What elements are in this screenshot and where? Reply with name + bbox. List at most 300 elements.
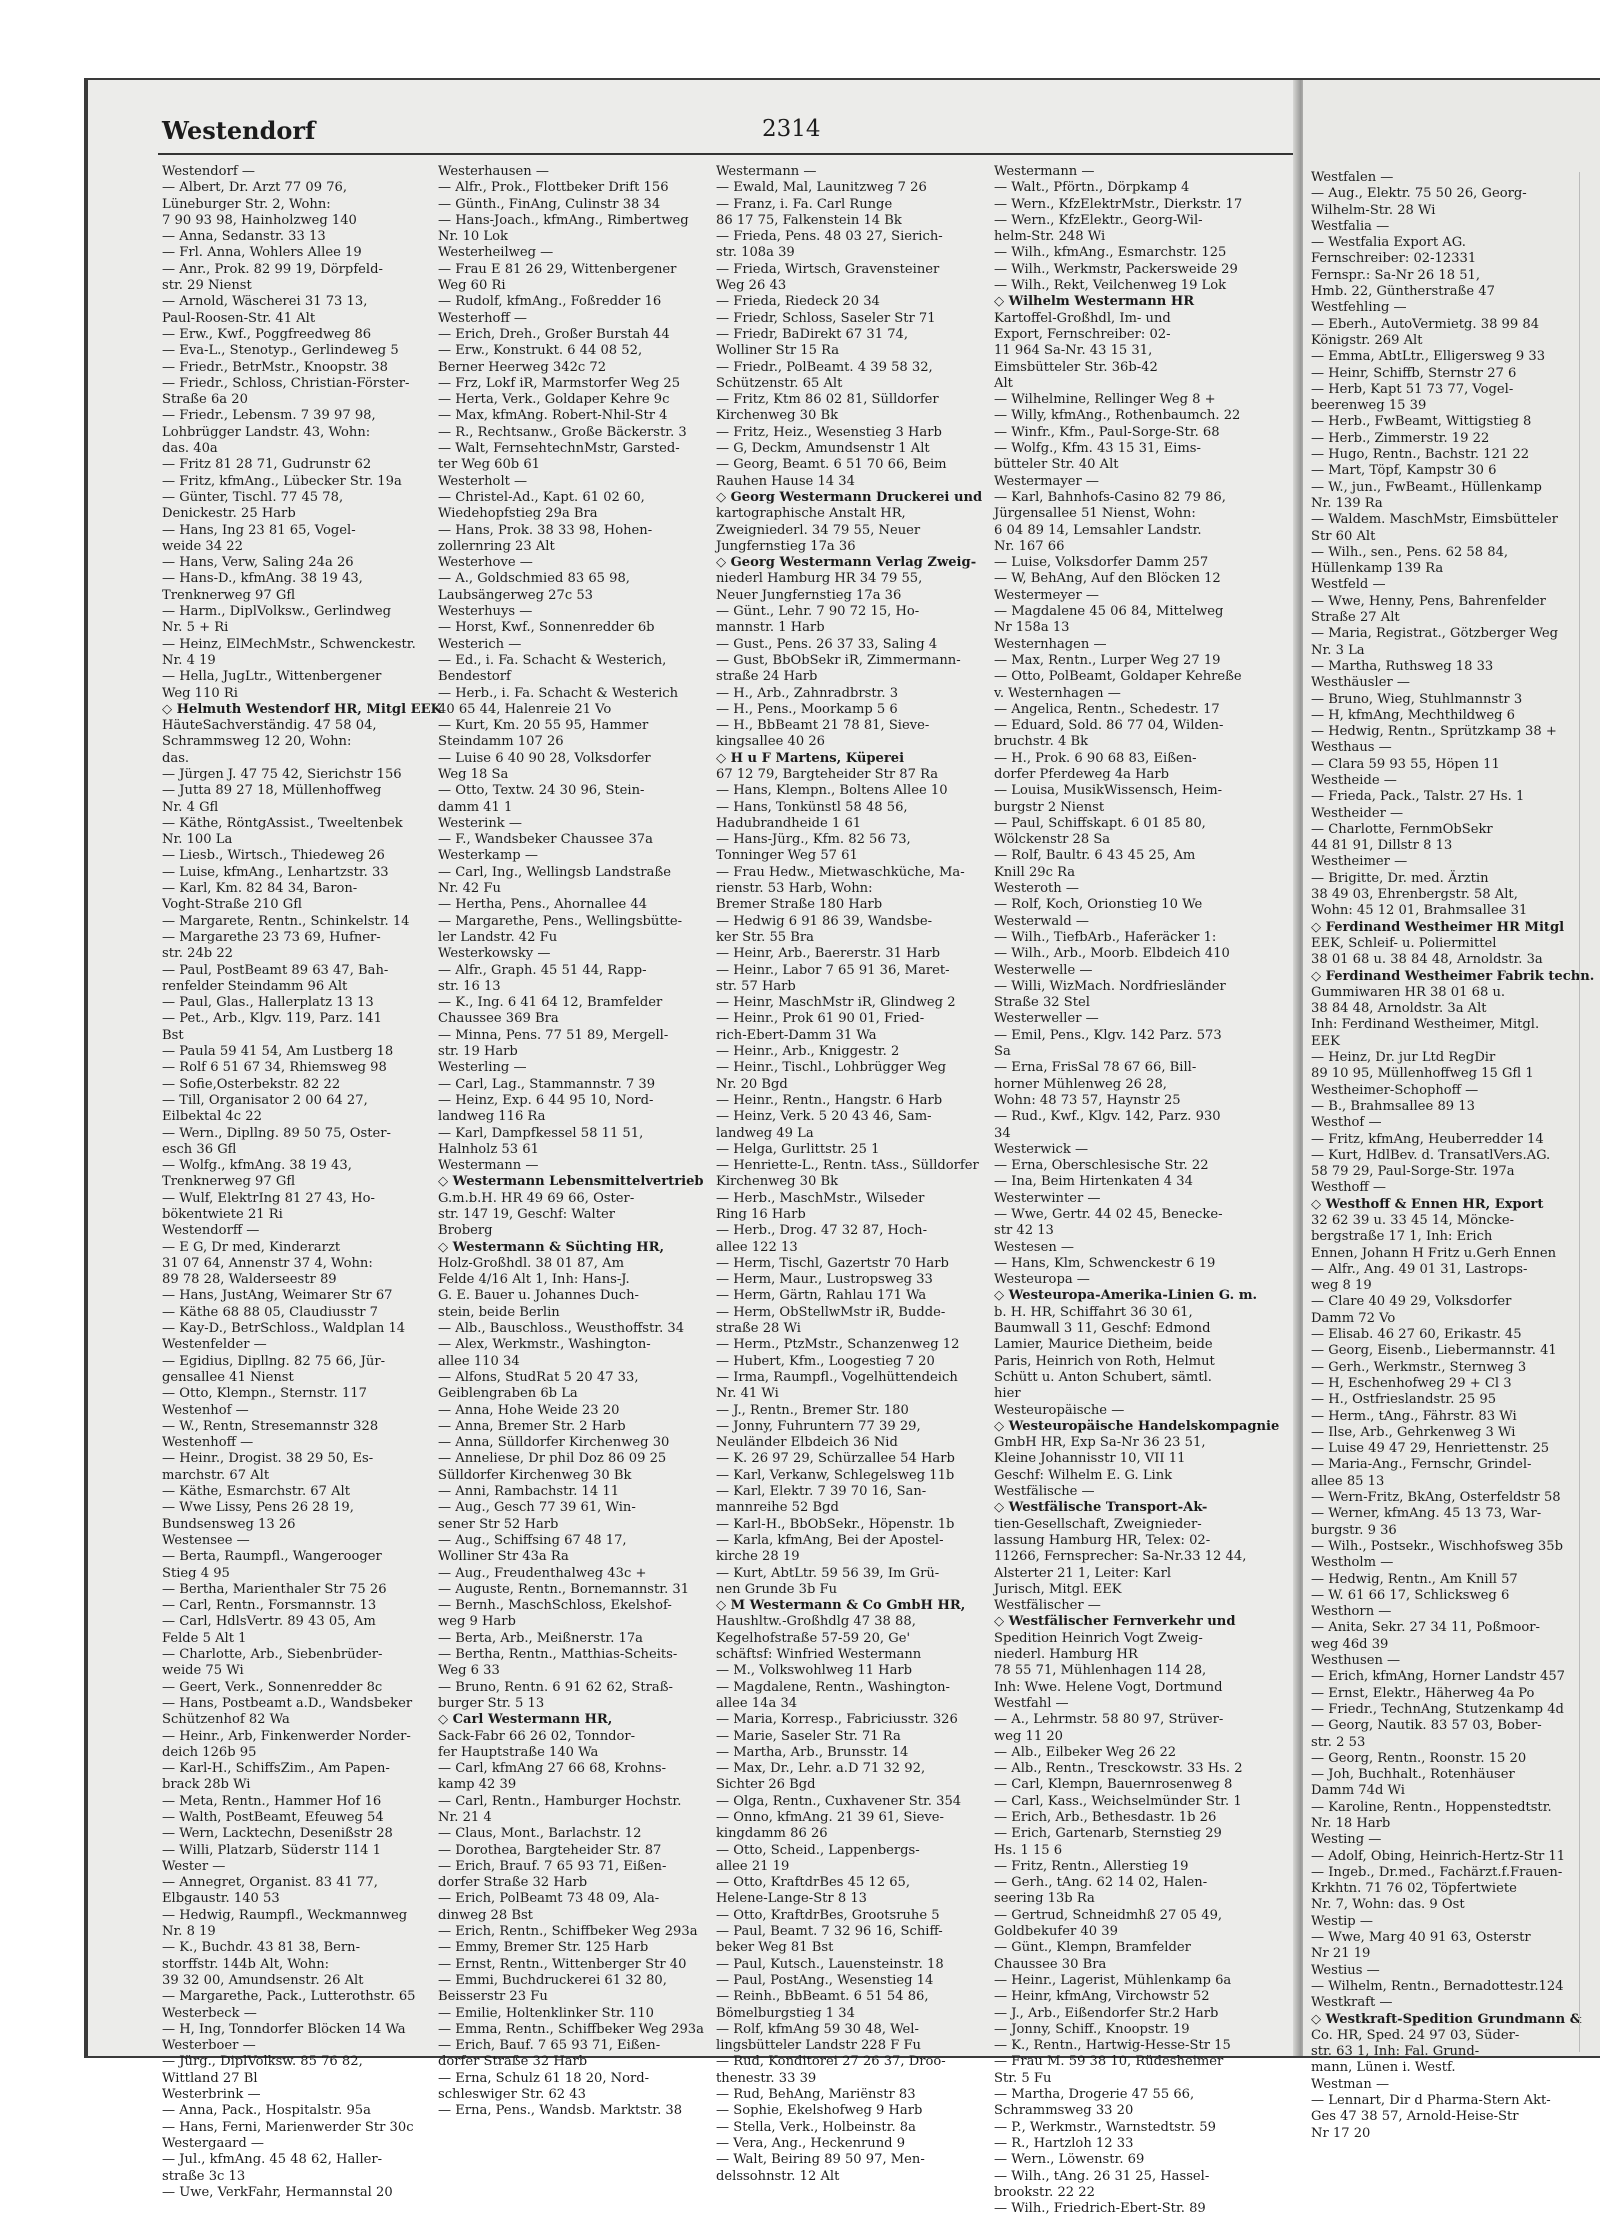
directory-line: — Uwe, VerkFahr, Hermannstal 20 (162, 2184, 393, 2200)
directory-line: landweg 116 Ra (438, 1109, 546, 1125)
directory-line: Westendorf — (162, 164, 255, 179)
directory-line: — Herb, Kapt 51 73 77, Vogel- (1311, 381, 1514, 397)
directory-line: — Ewald, Mal, Launitzweg 7 26 (716, 180, 927, 196)
directory-line: — M., Volkswohlweg 11 Harb (716, 1663, 913, 1679)
directory-line: — Bernh., MaschSchloss, Ekelshof- (438, 1598, 672, 1614)
directory-line: Westfalen — (1311, 170, 1394, 185)
directory-line: — Adolf, Obing, Heinrich-Hertz-Str 11 (1311, 1848, 1566, 1864)
directory-line: — Wern., Dipllng. 89 50 75, Oster- (162, 1125, 391, 1141)
directory-line: — Wilh., Friedrich-Ebert-Str. 89 (994, 2201, 1206, 2217)
directory-line: Spedition Heinrich Vogt Zweig- (994, 1630, 1203, 1646)
directory-line: — Albert, Dr. Arzt 77 09 76, (162, 180, 348, 196)
directory-line: — Hertha, Pens., Ahornallee 44 (438, 897, 648, 913)
directory-line: — Hedwig, Rentn., Am Knill 57 (1311, 1571, 1518, 1587)
directory-line: — Hans, Tonkünstl 58 48 56, (716, 799, 908, 815)
directory-line: Westenfelder — (162, 1337, 267, 1353)
directory-line: Nr. 167 66 (994, 538, 1065, 554)
directory-line: — Egidius, Dipllng. 82 75 66, Jür- (162, 1353, 386, 1369)
directory-line: — Anneliese, Dr phil Doz 86 09 25 (438, 1451, 667, 1467)
directory-line: — P., Werkmstr., Warnstedtstr. 59 (994, 2119, 1216, 2135)
header-rule (158, 153, 1293, 155)
directory-line: das. 40a (162, 441, 218, 457)
directory-line: — Hans-Joach., kfmAng., Rimbertweg (438, 212, 689, 228)
directory-line: — Fritz, kfmAng., Lübecker Str. 19a (162, 473, 402, 489)
directory-line: — Herm, Maur., Lustropsweg 33 (716, 1272, 933, 1288)
directory-line: Co. HR, Sped. 24 97 03, Süder- (1311, 2027, 1520, 2043)
directory-line: — Walth, PostBeamt, Efeuweg 54 (162, 1809, 384, 1825)
directory-line: — Fritz, Rentn., Allerstieg 19 (994, 1858, 1189, 1874)
directory-line: — Walt., Pförtn., Dörpkamp 4 (994, 180, 1190, 196)
directory-line: — Erich, Bauf. 7 65 93 71, Eißen- (438, 2038, 661, 2054)
directory-line: — Walt, Beiring 89 50 97, Men- (716, 2152, 925, 2168)
directory-line: Schützenhof 82 Wa (162, 1712, 290, 1728)
directory-line: — Paul, Kutsch., Lauensteinstr. 18 (716, 1956, 944, 1972)
right-page (1303, 80, 1600, 2141)
directory-line: — Käthe 68 88 05, Claudiusstr 7 (162, 1304, 378, 1320)
directory-column-1 (162, 164, 442, 2200)
directory-line: — Otto, PolBeamt, Goldaper Kehreße (994, 669, 1242, 685)
directory-line: v. Westernhagen — (994, 685, 1121, 701)
directory-line: Krkhtn. 71 76 02, Töpfertwiete (1311, 1881, 1517, 1897)
directory-line: — Friedr., Lebensm. 7 39 97 98, (162, 408, 376, 424)
directory-line: landweg 49 La (716, 1125, 814, 1141)
directory-line: — Emilie, Holtenklinker Str. 110 (438, 2005, 655, 2021)
directory-line: mannstr. 1 Harb (716, 620, 825, 636)
directory-line: Westermeyer — (994, 587, 1099, 603)
directory-line: — Wilh., TiefbArb., Haferäcker 1: (994, 929, 1217, 945)
directory-line: Steindamm 107 26 (438, 734, 564, 750)
directory-line: — Carl, HdlsVertr. 89 43 05, Am (162, 1614, 376, 1630)
directory-line: — Heinr, MaschMstr iR, Glindweg 2 (716, 995, 956, 1011)
directory-line: Westfehling — (1311, 300, 1407, 316)
directory-line: Wilhelm-Str. 28 Wi (1311, 202, 1436, 218)
directory-line: — Anna, Hohe Weide 23 20 (438, 1402, 620, 1418)
directory-line: dinweg 28 Bst (438, 1907, 533, 1923)
directory-line: Westesen — (994, 1239, 1075, 1255)
directory-line: — Paul, PostBeamt 89 63 47, Bah- (162, 962, 389, 978)
directory-line: — Otto, Textw. 24 30 96, Stein- (438, 783, 645, 799)
directory-line: — Harm., DiplVolksw., Gerlindweg (162, 604, 392, 620)
directory-line: — Heinr, Arb., Baererstr. 31 Harb (716, 946, 941, 962)
directory-line: Weg 110 Ri (162, 685, 238, 701)
directory-line: — Herm, Gärtn, Rahlau 171 Wa (716, 1288, 927, 1304)
directory-line: weg 46d 39 (1311, 1636, 1389, 1652)
directory-line: — Henriette-L., Rentn. tAss., Sülldorfer (716, 1158, 979, 1174)
directory-line: — Hedwig 6 91 86 39, Wandsbe- (716, 913, 933, 929)
directory-line: — Bertha, Rentn., Matthias-Scheits- (438, 1647, 678, 1663)
directory-line: — J., Arb., Eißendorfer Str.2 Harb (994, 2005, 1219, 2021)
directory-line: Westhusen — (1311, 1653, 1401, 1669)
directory-line: rienstr. 53 Harb, Wohn: (716, 881, 873, 897)
directory-line: weide 75 Wi (162, 1663, 244, 1679)
directory-line: — Carl, Ing., Wellingsb Landstraße (438, 864, 671, 880)
directory-line: — Rud., Kwf., Klgv. 142, Parz. 930 (994, 1109, 1221, 1125)
directory-line: — Frieda, Pack., Talstr. 27 Hs. 1 (1311, 789, 1525, 805)
directory-line: Weg 18 Sa (438, 766, 509, 782)
directory-line: 78 55 71, Mühlenhagen 114 28, (994, 1663, 1207, 1679)
directory-line: bruchstr. 4 Bk (994, 734, 1089, 750)
directory-line: — Wern., KfzElektr., Georg-Wil- (994, 212, 1203, 228)
directory-line: — Heinr., Tischl., Lohbrügger Weg (716, 1060, 946, 1076)
directory-line: — Ingeb., Dr.med., Fachärzt.f.Frauen- (1311, 1864, 1563, 1880)
directory-line: — Alex, Werkmstr., Washington- (438, 1337, 651, 1353)
directory-line: ter Weg 60b 61 (438, 457, 540, 473)
directory-line: Hadubrandheide 1 61 (716, 815, 862, 831)
directory-line: Hs. 1 15 6 (994, 1842, 1063, 1858)
directory-line: Westfeld — (1311, 577, 1386, 593)
directory-line: Westerich — (438, 636, 522, 652)
directory-line: Westhof — (1311, 1115, 1382, 1131)
directory-line: — Kay-D., BetrSchloss., Waldplan 14 (162, 1321, 406, 1337)
directory-line: — Ernst, Rentn., Wittenberger Str 40 (438, 1956, 687, 1972)
directory-line: Inh: Wwe. Helene Vogt, Dortmund (994, 1679, 1223, 1695)
directory-line: Westerwelle — (994, 962, 1093, 978)
directory-line: — Vera, Ang., Heckenrund 9 (716, 2135, 906, 2151)
directory-line: Bst (162, 1027, 184, 1043)
right-page-column (1311, 170, 1595, 2141)
directory-line: — Jonny, Schiff., Knoopstr. 19 (994, 2021, 1190, 2037)
directory-line: Wiedehopfstieg 29a Bra (438, 506, 598, 522)
directory-line: Kegelhofstraße 57-59 20, Ge' (716, 1630, 911, 1646)
directory-line: 40 65 44, Halenreie 21 Vo (438, 701, 612, 717)
directory-line: brookstr. 22 22 (994, 2184, 1095, 2200)
directory-line: — Aug., Elektr. 75 50 26, Georg- (1311, 186, 1527, 202)
directory-line: delssohnstr. 12 Alt (716, 2168, 840, 2184)
directory-line: Westerhoff — (438, 310, 528, 326)
directory-line: — W, BehAng, Auf den Blöcken 12 (994, 571, 1221, 587)
directory-line: — Carl, Lag., Stammannstr. 7 39 (438, 1076, 656, 1092)
directory-line: Paul-Roosen-Str. 41 Alt (162, 310, 316, 326)
directory-line: — Geert, Verk., Sonnenredder 8c (162, 1679, 383, 1695)
directory-line: — H., Arb., Zahnradbrstr. 3 (716, 685, 899, 701)
directory-line: dorfer Pferdeweg 4a Harb (994, 766, 1170, 782)
directory-line: bergstraße 17 1, Inh: Erich (1311, 1229, 1493, 1245)
directory-line: — Hans, Ferni, Marienwerder Str 30c (162, 2119, 414, 2135)
directory-line: — Herb., MaschMstr., Wilseder (716, 1190, 925, 1206)
directory-line: — Ina, Beim Hirtenkaten 4 34 (994, 1174, 1193, 1190)
directory-line: — Karl-H., SchiffsZim., Am Papen- (162, 1761, 390, 1777)
directory-line: — Rolf 6 51 67 34, Rhiemsweg 98 (162, 1060, 387, 1076)
directory-line: fer Hauptstraße 140 Wa (438, 1744, 599, 1760)
directory-line: Westenhof — (162, 1402, 249, 1418)
directory-line: — Charlotte, FernmObSekr (1311, 821, 1493, 837)
directory-line: Westhäusler — (1311, 675, 1410, 691)
directory-line: Damm 74d Wi (1311, 1783, 1405, 1799)
directory-line: — Otto, Klempn., Sternstr. 117 (162, 1386, 367, 1402)
directory-line: — Till, Organisator 2 00 64 27, (162, 1092, 368, 1108)
directory-line: helm-Str. 248 Wi (994, 229, 1106, 245)
directory-column-2 (438, 164, 706, 2119)
directory-line: Rauhen Hause 14 34 (716, 473, 855, 489)
directory-line: Eilbektal 4c 22 (162, 1109, 262, 1125)
directory-line: Schütt u. Anton Schubert, sämtl. (994, 1369, 1212, 1385)
directory-line: — Olga, Rentn., Cuxhavener Str. 354 (716, 1793, 962, 1809)
directory-line: — Minna, Pens. 77 51 89, Mergell- (438, 1027, 669, 1043)
directory-line: — Wwe, Marg 40 91 63, Osterstr (1311, 1930, 1531, 1946)
directory-line: Voght-Straße 210 Gfl (162, 897, 302, 913)
directory-line: Sichter 26 Bgd (716, 1777, 816, 1793)
directory-line: — Charlotte, Arb., Siebenbrüder- (162, 1647, 383, 1663)
directory-line: — Rolf, kfmAng 59 30 48, Wel- (716, 2021, 919, 2037)
directory-line: Westhorn — (1311, 1604, 1392, 1620)
directory-line: — Waldem. MaschMstr, Eimsbütteler (1311, 512, 1558, 528)
directory-line: — Paula 59 41 54, Am Lustberg 18 (162, 1044, 394, 1060)
directory-line: — Aug., Freudenthalweg 43c + (438, 1565, 647, 1581)
directory-line: Westensee — (162, 1532, 250, 1548)
directory-line: straße 28 Wi (716, 1321, 801, 1337)
directory-line: — Werner, kfmAng. 45 13 73, War- (1311, 1506, 1542, 1522)
directory-line: — Elisab. 46 27 60, Erikastr. 45 (1311, 1327, 1522, 1343)
directory-line: Wölckenstr 28 Sa (994, 832, 1111, 848)
directory-line: ◇ Georg Westermann Verlag Zweig- (716, 555, 977, 571)
directory-line: — Käthe, Esmarchstr. 67 Alt (162, 1484, 350, 1500)
directory-line: — Emmi, Buchdruckerei 61 32 80, (438, 1972, 667, 1988)
directory-line: Nr 21 19 (1311, 1946, 1371, 1962)
directory-line: — Erich, Brauf. 7 65 93 71, Eißen- (438, 1858, 667, 1874)
directory-line: Schrammsweg 12 20, Wohn: (162, 734, 352, 750)
directory-line: — Berta, Raumpfl., Wangerooger (162, 1549, 382, 1565)
directory-line: — Erich, Rentn., Schiffbeker Weg 293a (438, 1924, 698, 1940)
directory-line: Westholm — (1311, 1555, 1394, 1571)
directory-line: — Max, kfmAng. Robert-Nhil-Str 4 (438, 408, 668, 424)
directory-line: — Magdalene 45 06 84, Mittelweg (994, 604, 1224, 620)
directory-line: 44 81 91, Dillstr 8 13 (1311, 838, 1453, 854)
directory-line: — Carl, Rentn., Hamburger Hochstr. (438, 1793, 682, 1809)
directory-line: Bundsensweg 13 26 (162, 1516, 296, 1532)
directory-line: weide 34 22 (162, 538, 243, 554)
directory-line: Ges 47 38 57, Arnold-Heise-Str (1311, 2109, 1519, 2125)
directory-line: — Anna, Pack., Hospitalstr. 95a (162, 2103, 371, 2119)
directory-line: Westermann — (716, 164, 817, 179)
directory-line: — Heinz, ElMechMstr., Schwenckestr. (162, 636, 416, 652)
directory-line: ◇ Westhoff & Ennen HR, Export (1311, 1196, 1544, 1212)
directory-line: Wester — (162, 1858, 226, 1874)
directory-line: — Clare 40 49 29, Volksdorfer (1311, 1294, 1512, 1310)
directory-line: Westfalia — (1311, 218, 1390, 234)
directory-line: Nr. 8 19 (162, 1924, 216, 1940)
directory-line: — Maria-Ang., Fernschr, Grindel- (1311, 1457, 1532, 1473)
directory-line: — Kurt, Km. 20 55 95, Hammer (438, 718, 649, 734)
directory-line: — Willi, WizMach. Nordfriesländer (994, 978, 1226, 994)
directory-line: — Friedr, Schloss, Saseler Str 71 (716, 310, 936, 326)
directory-line: — W., jun., FwBeamt., Hüllenkamp (1311, 479, 1542, 495)
directory-line: marchstr. 67 Alt (162, 1467, 270, 1483)
directory-line: kingsallee 40 26 (716, 734, 825, 750)
directory-line: — H, kfmAng, Mechthildweg 6 (1311, 707, 1515, 723)
directory-line: — Liesb., Wirtsch., Thiedeweg 26 (162, 848, 385, 864)
directory-line: ◇ Westeuropäische Handelskompagnie (994, 1418, 1280, 1434)
directory-line: Goldbekufer 40 39 (994, 1924, 1118, 1940)
directory-line: beerenweg 15 39 (1311, 398, 1427, 414)
directory-line: Str 60 Alt (1311, 528, 1376, 544)
directory-line: bökentwiete 21 Ri (162, 1207, 283, 1222)
directory-line: — Rud, BehAng, Mariënstr 83 (716, 2087, 916, 2103)
directory-line: — Friedr., TechnAng, Stutzenkamp 4d (1311, 1701, 1564, 1717)
directory-line: Westergaard — (162, 2135, 265, 2151)
running-head: Westendorf (162, 116, 316, 145)
directory-line: Ennen, Johann H Fritz u.Gerh Ennen (1311, 1245, 1557, 1261)
directory-line: str. 63 1, Inh: Fal. Grund- (1311, 2044, 1480, 2060)
directory-line: 34 (994, 1125, 1011, 1141)
directory-line: — Fritz, Heiz., Wesenstieg 3 Harb (716, 424, 942, 440)
directory-line: Nr. 21 4 (438, 1809, 492, 1825)
page-header (162, 116, 1283, 150)
directory-line: G. E. Bauer u. Johannes Duch- (438, 1288, 639, 1304)
directory-line: — Paul, Beamt. 7 32 96 16, Schiff- (716, 1924, 943, 1940)
directory-line: dorfer Straße 32 Harb (438, 2054, 588, 2070)
directory-line: — Frau E 81 26 29, Wittenbergener (438, 261, 677, 277)
directory-line: Nr. 4 19 (162, 652, 216, 668)
directory-line: Ring 16 Harb (716, 1207, 806, 1222)
directory-line: — Luise 49 47 29, Henriettenstr. 25 (1311, 1441, 1550, 1457)
directory-line: Westius — (1311, 1962, 1380, 1978)
directory-line: — Helga, Gurlittstr. 25 1 (716, 1141, 880, 1157)
directory-line: Wittland 27 Bl (162, 2070, 258, 2086)
directory-line: Wohn: 48 73 57, Haynstr 25 (994, 1092, 1181, 1108)
directory-line: Lohbrügger Landstr. 43, Wohn: (162, 424, 371, 440)
directory-line: — Maria, Korresp., Fabriciusstr. 326 (716, 1712, 958, 1728)
directory-line: — Onno, kfmAng. 21 39 61, Sieve- (716, 1809, 944, 1825)
directory-line: Holz-Großhdl. 38 01 87, Am (438, 1255, 624, 1271)
directory-line: weg 8 19 (1311, 1278, 1372, 1294)
directory-line: ◇ M Westermann & Co GmbH HR, (716, 1598, 966, 1614)
directory-line: — K., Buchdr. 43 81 38, Bern- (162, 1940, 360, 1956)
directory-line: — Alfons, StudRat 5 20 47 33, (438, 1369, 639, 1385)
directory-line: — Luise 6 40 90 28, Volksdorfer (438, 750, 651, 766)
directory-line: — B., Brahmsallee 89 13 (1311, 1098, 1475, 1114)
directory-line: — Wilh., kfmAng., Esmarchstr. 125 (994, 245, 1227, 261)
directory-line: esch 36 Gfl (162, 1141, 237, 1157)
directory-line: 67 12 79, Bargteheider Str 87 Ra (716, 766, 939, 782)
directory-line: Damm 72 Vo (1311, 1310, 1396, 1326)
directory-line: — R., Rechtsanw., Große Bäckerstr. 3 (438, 424, 687, 440)
directory-line: — Herm, Tischl, Gazertstr 70 Harb (716, 1255, 949, 1271)
directory-line: — Hans, Klempn., Boltens Allee 10 (716, 783, 948, 799)
directory-line: allee 110 34 (438, 1353, 520, 1369)
directory-line: — Frau Hedw., Mietwaschküche, Ma- (716, 864, 965, 880)
directory-line: — Herm., tAng., Fährstr. 83 Wi (1311, 1408, 1517, 1424)
directory-line: — Herm, ObStellwMstr iR, Budde- (716, 1304, 946, 1320)
directory-line: — Herm., PtzMstr., Schanzenweg 12 (716, 1337, 960, 1353)
directory-line: ◇ Westeuropa-Amerika-Linien G. m. (994, 1288, 1258, 1304)
directory-line: — Karoline, Rentn., Hoppenstedtstr. (1311, 1799, 1552, 1815)
directory-line: — Karl-H., BbObSekr., Höpenstr. 1b (716, 1516, 955, 1532)
directory-line: — Erich, kfmAng, Horner Landstr 457 (1311, 1669, 1566, 1685)
directory-line: — Heinr., Prok 61 90 01, Fried- (716, 1011, 925, 1027)
directory-line: — Friedr., BetrMstr., Knoopstr. 38 (162, 359, 388, 375)
directory-line: — Hella, JugLtr., Wittenbergener (162, 669, 382, 685)
directory-line: Westkraft — (1311, 1995, 1393, 2011)
directory-line: Westeroth — (994, 881, 1079, 897)
directory-line: Westeuropäische — (994, 1402, 1125, 1418)
directory-line: — Alb., Eilbeker Weg 26 22 (994, 1744, 1177, 1760)
directory-line: Eimsbütteler Str. 36b-42 (994, 359, 1158, 375)
directory-line: ◇ Ferdinand Westheimer HR Mitgl (1311, 919, 1565, 935)
directory-line: — Herb., Drog. 47 32 87, Hoch- (716, 1223, 928, 1239)
directory-line: — Lennart, Dir d Pharma-Stern Akt- (1311, 2093, 1551, 2109)
directory-line: sener Str 52 Harb (438, 1516, 559, 1532)
directory-line: — Hans-D., kfmAng. 38 19 43, (162, 571, 363, 587)
directory-line: — Gerh., tAng. 62 14 02, Halen- (994, 1875, 1208, 1891)
directory-line: Westermayer — (994, 473, 1100, 489)
directory-line: Wolliner Str 15 Ra (716, 343, 840, 359)
directory-line: Weg 60 Ri (438, 278, 506, 294)
directory-line: Broberg (438, 1223, 493, 1239)
directory-line: — Fritz 81 28 71, Gudrunstr 62 (162, 457, 372, 473)
directory-line: — Irma, Raumpfl., Vogelhüttendeich (716, 1369, 958, 1385)
directory-line: — Erich, Arb., Bethesdastr. 1b 26 (994, 1809, 1217, 1825)
directory-line: Westheide — (1311, 772, 1397, 788)
directory-line: — Herta, Verk., Goldaper Kehre 9c (438, 392, 670, 408)
directory-line: Jürgensallee 51 Nienst, Wohn: (994, 506, 1196, 522)
directory-line: — Westfalia Export AG. (1311, 235, 1466, 251)
directory-line: dorfer Straße 32 Harb (438, 1875, 588, 1891)
directory-line: — H., Ostfrieslandstr. 25 95 (1311, 1392, 1497, 1408)
directory-line: — Wilh., Arb., Moorb. Elbdeich 410 (994, 946, 1230, 962)
directory-line: — Brigitte, Dr. med. Ärztin (1311, 870, 1489, 886)
directory-line: — Erich, Gartenarb, Sternstieg 29 (994, 1826, 1222, 1842)
directory-line: — Martha, Drogerie 47 55 66, (994, 2087, 1195, 2103)
directory-line: Chaussee 369 Bra (438, 1011, 559, 1027)
directory-line: Wolliner Str 43a Ra (438, 1549, 569, 1565)
directory-line: weg 9 Harb (438, 1614, 516, 1630)
directory-line: HäuteSachverständig. 47 58 04, (162, 718, 377, 734)
directory-line: — Frz, Lokf iR, Marmstorfer Weg 25 (438, 375, 681, 391)
directory-line: — Georg, Beamt. 6 51 70 66, Beim (716, 457, 947, 473)
directory-line: Halnholz 53 61 (438, 1141, 539, 1157)
directory-line: — Frau M. 59 38 10, Rüdesheimer (994, 2054, 1224, 2070)
directory-line: Westerweller — (994, 1011, 1099, 1027)
directory-line: 32 62 39 u. 33 45 14, Mönckе- (1311, 1213, 1515, 1228)
directory-line: — Auguste, Rentn., Bornemannstr. 31 (438, 1581, 690, 1597)
directory-line: Felde 4/16 Alt 1, Inh: Hans-J. (438, 1272, 630, 1288)
directory-line: — Karl, Elektr. 7 39 70 16, San- (716, 1484, 927, 1500)
directory-line: kirche 28 19 (716, 1549, 800, 1565)
directory-line: — E G, Dr med, Kinderarzt (162, 1239, 341, 1255)
directory-line: Westerhuys — (438, 604, 533, 620)
directory-line: str. 19 Harb (438, 1044, 518, 1060)
directory-line: — Frl. Anna, Wohlers Allee 19 (162, 245, 362, 261)
directory-column-3 (716, 164, 984, 2184)
directory-line: Lamier, Maurice Dietheim, beide (994, 1337, 1213, 1353)
directory-line: — Gertrud, Schneidmhß 27 05 49, (994, 1907, 1223, 1923)
directory-line: — Herb., Zimmerstr. 19 22 (1311, 430, 1490, 446)
directory-line: — Hugo, Rentn., Bachstr. 121 22 (1311, 447, 1530, 463)
directory-line: Westerkamp — (438, 848, 538, 864)
directory-line: — Carl, Rentn., Forsmannstr. 13 (162, 1598, 377, 1614)
directory-line: — Heinr., Arb., Kniggestr. 2 (716, 1044, 900, 1060)
directory-line: Westerbrink — (162, 2087, 261, 2103)
directory-line: schleswiger Str. 62 43 (438, 2087, 586, 2103)
directory-line: Westenhoff — (162, 1435, 254, 1451)
directory-line: Westermann — (994, 164, 1095, 179)
directory-line: Stieg 4 95 (162, 1565, 230, 1581)
directory-line: — Margarethe, Pens., Wellingsbütte- (438, 913, 683, 929)
directory-line: niederl. Hamburg HR (994, 1647, 1138, 1663)
directory-line: — Erw., Konstrukt. 6 44 08 52, (438, 343, 643, 359)
directory-line: — Claus, Mont., Barlachstr. 12 (438, 1826, 642, 1842)
directory-line: GmbH HR, Exp Sa-Nr 36 23 51, (994, 1435, 1206, 1451)
directory-line: — Rolf, Koch, Orionstieg 10 We (994, 897, 1203, 913)
directory-line: — Erich, PolBeamt 73 48 09, Ala- (438, 1891, 660, 1907)
directory-line: kingdamm 86 26 (716, 1826, 828, 1842)
directory-line: Straße 27 Alt (1311, 610, 1400, 626)
directory-line: — Georg, Nautik. 83 57 03, Bober- (1311, 1718, 1542, 1734)
directory-line: — Aug., Schiffsing 67 48 17, (438, 1532, 627, 1548)
directory-line: Trenknerweg 97 Gfl (162, 587, 296, 603)
directory-line: — Gerh., Werkmstr., Sternweg 3 (1311, 1359, 1527, 1375)
directory-line: — Emma, AbtLtr., Elligersweg 9 33 (1311, 349, 1546, 365)
